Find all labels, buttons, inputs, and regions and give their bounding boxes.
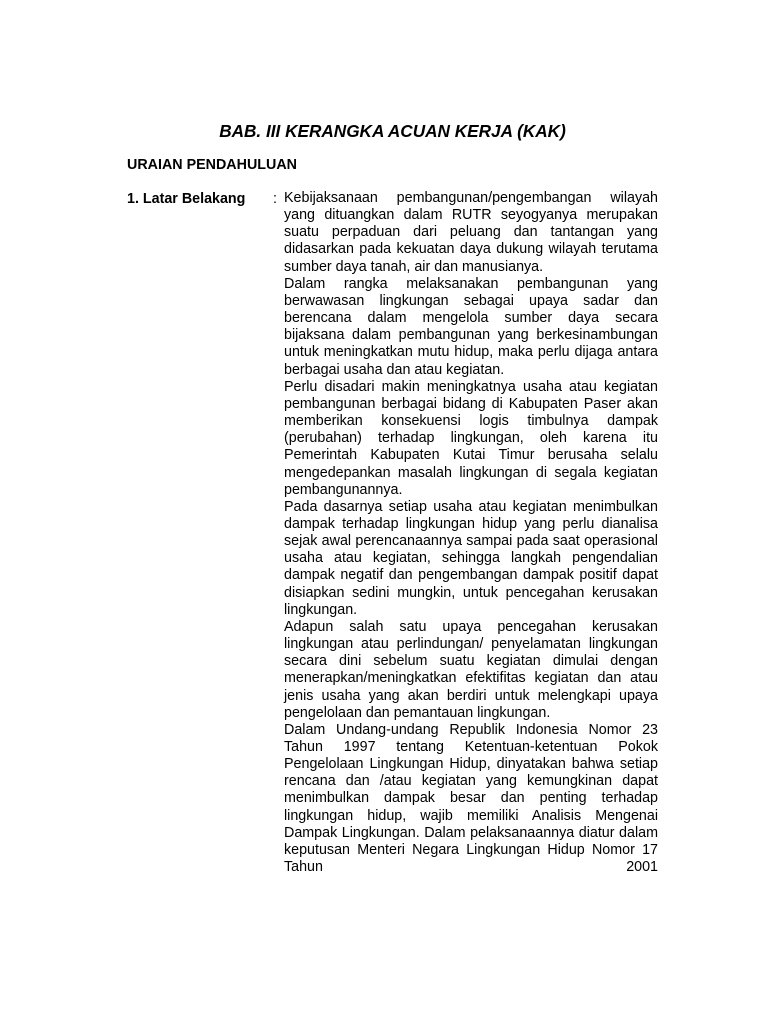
- body-paragraph: Dalam rangka melaksanakan pembangunan yang berwawasan lingkungan sebagai upaya sadar dan berencana dalam mengelola sumber daya secara bijaksana dalam pembangunan yang berkesinambungan untuk meningkatkan mutu hidup, maka perlu dijaga antara berbagai usaha dan atau kegiatan.: [284, 275, 658, 378]
- body-paragraph: Dalam Undang-undang Republik Indonesia Nomor 23 Tahun 1997 tentang Ketentuan-ketentuan Pokok Pengelolaan Lingkungan Hidup, dinyatakan bahwa setiap rencana dan /atau kegiatan yang kemungkinan dapat menimbulkan dampak besar dan penting terhadap lingkungan hidup, wajib memiliki Analisis Mengenai Dampak Lingkungan. Dalam pelaksanaannya diatur dalam keputusan Menteri Negara Lingkungan Hidup Nomor 17 Tahun 2001: [284, 721, 658, 876]
- body-paragraph: Pada dasarnya setiap usaha atau kegiatan menimbulkan dampak terhadap lingkungan hidup yang perlu dianalisa sejak awal perencanaannya sampai pada saat operasional usaha atau kegiatan, sehingga langkah pengendalian dampak negatif dan pengembangan dampak positif dapat disiapkan sedini mungkin, untuk pencegahan kerusakan lingkungan.: [284, 498, 658, 618]
- body-paragraph: Adapun salah satu upaya pencegahan kerusakan lingkungan atau perlindungan/ penyelamatan lingkungan secara dini sebelum suatu kegiatan dimulai dengan menerapkan/meningkatkan efektifitas kegiatan dan atau jenis usaha yang akan berdiri untuk melengkapi upaya pengelolaan dan pemantauan lingkungan.: [284, 618, 658, 721]
- section-heading: URAIAN PENDAHULUAN: [127, 157, 297, 173]
- item-label: 1. Latar Belakang: [127, 191, 246, 207]
- document-title: BAB. III KERANGKA ACUAN KERJA (KAK): [219, 121, 566, 141]
- body-paragraph: Kebijaksanaan pembangunan/pengembangan wilayah yang dituangkan dalam RUTR seyogyanya merupakan suatu perpaduan dari peluang dan tantangan yang didasarkan pada kekuatan daya dukung wilayah terutama sumber daya tanah, air dan manusianya.: [284, 190, 658, 275]
- item-separator: :: [273, 191, 277, 207]
- item-body: [284, 190, 658, 876]
- body-paragraph: Perlu disadari makin meningkatnya usaha atau kegiatan pembangunan berbagai bidang di Kabupaten Paser akan memberikan konsekuensi logis timbulnya dampak (perubahan) terhadap lingkungan, oleh karena itu Pemerintah Kabupaten Kutai Timur berusaha selalu mengedepankan masalah lingkungan di segala kegiatan pembangunannya.: [284, 378, 658, 498]
